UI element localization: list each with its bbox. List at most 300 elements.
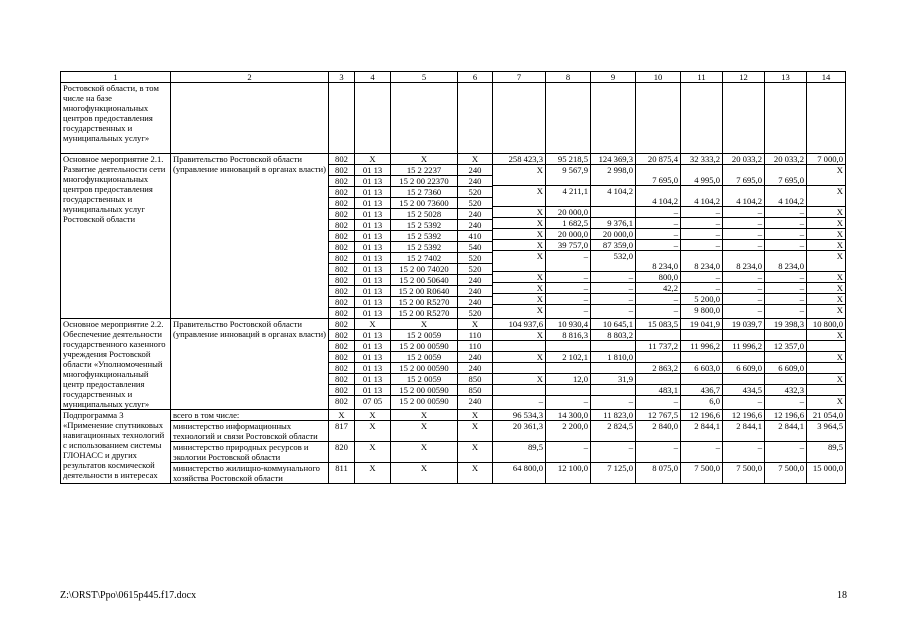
table-cell: 20 000,0: [546, 228, 590, 239]
header-row: [61, 72, 846, 83]
subprogram-value: X: [329, 410, 355, 421]
table-cell: –: [723, 304, 764, 315]
table-cell: 11 996,2: [723, 340, 764, 351]
table-cell: X: [471, 154, 479, 164]
table-cell: 39 757,0: [546, 239, 590, 250]
subprogram-value: X: [391, 421, 458, 442]
table-cell: –: [765, 217, 806, 228]
table-cell: –: [723, 206, 764, 217]
value-column-13: [765, 154, 807, 319]
table-cell: 15 2 00 00590: [391, 384, 457, 395]
table-cell: 110: [458, 340, 492, 351]
table-cell: X: [807, 351, 845, 362]
subprogram-value: X: [355, 463, 391, 484]
budget-table: [60, 71, 846, 484]
subprogram-executor: министерство информационных технологий и связи Ростовской области: [171, 421, 329, 442]
empty-cell: [681, 83, 723, 154]
table-cell: [723, 373, 764, 384]
table-cell: 01 13: [355, 164, 390, 175]
table-cell: [636, 329, 680, 340]
value-column-12: [723, 154, 765, 319]
table-cell: 01 13: [355, 274, 390, 285]
subprogram-value: 817: [329, 421, 355, 442]
subprogram-value: 7 500,0: [723, 463, 765, 484]
table-cell: 01 13: [355, 329, 390, 340]
table-cell: 15 2 5028: [391, 208, 457, 219]
subprogram-value: 2 824,5: [591, 421, 636, 442]
subprogram-value: 89,5: [493, 442, 546, 463]
table-cell: [546, 250, 590, 271]
value-column-4: [355, 319, 391, 410]
column-number-3: 3: [329, 72, 355, 83]
table-cell: 240: [458, 175, 492, 186]
table-cell: X: [807, 206, 845, 217]
table-cell: 15 2 00 00590: [391, 362, 457, 373]
subprogram-value: X: [458, 421, 493, 442]
table-cell: 12 357,0: [765, 340, 806, 351]
table-cell: 850: [458, 373, 492, 384]
table-cell: –: [546, 293, 590, 304]
table-cell: [807, 250, 845, 271]
table-cell: 15 083,5: [647, 319, 678, 329]
column-number-4: 4: [355, 72, 391, 83]
table-cell: X: [807, 282, 845, 293]
table-cell: 802: [329, 307, 354, 318]
table-cell: [591, 185, 635, 206]
column-number-10: 10: [636, 72, 681, 83]
block-label: Основное мероприятие 2.1. Развитие деятельности сети многофункциональных центров предоставления государственных и муниципальных услуг Ростовской области: [61, 154, 171, 319]
cell-value: 4 104,2: [736, 196, 762, 206]
subprogram-value: X: [458, 442, 493, 463]
table-cell: X: [493, 206, 545, 217]
table-cell: 802: [329, 219, 354, 230]
column-number-1: 1: [61, 72, 171, 83]
table-cell: –: [765, 293, 806, 304]
subprogram-value: 12 100,0: [546, 463, 591, 484]
table-cell: 802: [329, 186, 354, 197]
table-cell: 802: [329, 175, 354, 186]
table-cell: 802: [329, 274, 354, 285]
subprogram-value: –: [723, 442, 765, 463]
table-cell: [765, 351, 806, 362]
table-cell: 01 13: [355, 252, 390, 263]
table-cell: –: [723, 228, 764, 239]
cell-value: 4 211,1: [562, 186, 588, 196]
subprogram-value: 14 300,0: [546, 410, 591, 421]
cell-value: 8 234,0: [736, 261, 762, 271]
subprogram-row: [61, 442, 846, 463]
table-cell: 15 2 00 R5270: [391, 307, 457, 318]
cell-value: X: [536, 165, 543, 175]
table-cell: –: [765, 304, 806, 315]
value-column-3: [329, 319, 355, 410]
cell-value: 7 695,0: [778, 175, 804, 185]
table-cell: X: [807, 239, 845, 250]
table-cell: 802: [329, 241, 354, 252]
table-cell: –: [681, 228, 722, 239]
table-cell: –: [591, 282, 635, 293]
table-cell: –: [546, 395, 590, 406]
subprogram-value: 811: [329, 463, 355, 484]
table-cell: 01 13: [355, 219, 390, 230]
table-cell: [723, 164, 764, 185]
table-cell: [493, 384, 545, 395]
table-cell: [636, 351, 680, 362]
table-cell: –: [546, 271, 590, 282]
table-cell: –: [765, 282, 806, 293]
table-cell: 540: [458, 241, 492, 252]
table-cell: 802: [335, 154, 348, 164]
cell-value: 532,0: [613, 251, 633, 261]
table-cell: [681, 373, 722, 384]
table-cell: –: [723, 239, 764, 250]
cell-value: 2 998,0: [607, 165, 633, 175]
cell-value: 8 234,0: [694, 261, 720, 271]
table-cell: 240: [458, 285, 492, 296]
empty-cell: [723, 83, 765, 154]
cell-value: 4 104,2: [694, 196, 720, 206]
table-cell: [591, 340, 635, 351]
block-executor: Правительство Ростовской области (управление инноваций в органах власти): [171, 154, 329, 319]
table-cell: –: [681, 206, 722, 217]
table-cell: 802: [329, 285, 354, 296]
table-cell: 802: [329, 351, 354, 362]
table-cell: 11 737,2: [636, 340, 680, 351]
table-cell: [681, 185, 722, 206]
table-cell: [681, 351, 722, 362]
subprogram-value: X: [355, 442, 391, 463]
table-cell: X: [807, 329, 845, 340]
subprogram-value: 20 361,3: [493, 421, 546, 442]
table-cell: 434,5: [723, 384, 764, 395]
table-cell: X: [807, 293, 845, 304]
value-column-7: [493, 319, 546, 410]
table-cell: X: [493, 271, 545, 282]
table-cell: 520: [458, 263, 492, 274]
table-cell: 104 937,6: [508, 319, 543, 329]
table-cell: 15 2 0059: [391, 329, 457, 340]
table-cell: 802: [329, 373, 354, 384]
table-cell: [723, 329, 764, 340]
table-cell: 12,0: [546, 373, 590, 384]
table-cell: 15 2 00 R0640: [391, 285, 457, 296]
footer-file-path: Z:\ORST\Ppo\0615p445.f17.docx: [60, 590, 197, 601]
table-cell: 240: [458, 351, 492, 362]
table-cell: 802: [329, 230, 354, 241]
table-cell: 802: [329, 164, 354, 175]
table-cell: 8 803,2: [591, 329, 635, 340]
value-column-9: [591, 154, 636, 319]
value-column-10: [636, 319, 681, 410]
table-cell: 07 05: [355, 395, 390, 406]
table-cell: [807, 164, 845, 185]
table-cell: 10 645,1: [602, 319, 633, 329]
footer-page-number: 18: [837, 590, 847, 601]
table-cell: 15 2 7360: [391, 186, 457, 197]
table-cell: X: [807, 217, 845, 228]
table-cell: 802: [329, 208, 354, 219]
table-cell: [546, 185, 590, 206]
table-cell: –: [723, 395, 764, 406]
table-cell: 15 2 00 22370: [391, 175, 457, 186]
subprogram-value: 12 196,6: [723, 410, 765, 421]
table-cell: 15 2 2237: [391, 164, 457, 175]
table-cell: [493, 164, 545, 185]
value-column-3: [329, 154, 355, 319]
table-cell: [723, 185, 764, 206]
cell-value: 9 567,9: [562, 165, 588, 175]
subprogram-executor: министерство природных ресурсов и экологии Ростовской области: [171, 442, 329, 463]
column-number-8: 8: [546, 72, 591, 83]
cell-value: X: [536, 251, 543, 261]
table-cell: 31,9: [591, 373, 635, 384]
table-cell: 9 800,0: [681, 304, 722, 315]
subprogram-value: 11 823,0: [591, 410, 636, 421]
table-cell: [591, 250, 635, 271]
column-number-14: 14: [807, 72, 846, 83]
table-cell: 19 039,7: [731, 319, 762, 329]
table-cell: [546, 340, 590, 351]
subprogram-value: 89,5: [807, 442, 846, 463]
table-cell: 802: [329, 384, 354, 395]
table-cell: 01 13: [355, 230, 390, 241]
table-cell: –: [765, 239, 806, 250]
subprogram-value: 12 196,6: [681, 410, 723, 421]
table-cell: X: [493, 239, 545, 250]
value-column-6: [458, 319, 493, 410]
value-column-4: [355, 154, 391, 319]
value-column-5: [391, 154, 458, 319]
table-cell: 15 2 0059: [391, 351, 457, 362]
table-cell: X: [807, 304, 845, 315]
table-cell: 2 863,2: [636, 362, 680, 373]
value-column-6: [458, 154, 493, 319]
column-number-12: 12: [723, 72, 765, 83]
table-cell: X: [471, 319, 479, 329]
table-cell: 15 2 0059: [391, 373, 457, 384]
table-cell: 32 333,2: [689, 154, 720, 164]
subprogram-value: 21 054,0: [807, 410, 846, 421]
subprogram-executor: всего в том числе:: [171, 410, 329, 421]
table-cell: [591, 384, 635, 395]
table-cell: –: [546, 304, 590, 315]
table-cell: [636, 250, 680, 271]
table-cell: X: [493, 304, 545, 315]
table-cell: –: [765, 395, 806, 406]
subprogram-value: 64 800,0: [493, 463, 546, 484]
table-cell: 01 13: [355, 263, 390, 274]
subprogram-value: 7 500,0: [681, 463, 723, 484]
subprogram-row: [61, 463, 846, 484]
table-cell: X: [807, 395, 845, 406]
subprogram-value: X: [458, 410, 493, 421]
table-cell: 15 2 00 50640: [391, 274, 457, 285]
table-cell: –: [591, 304, 635, 315]
subprogram-row: [61, 410, 846, 421]
value-column-13: [765, 319, 807, 410]
subprogram-value: –: [681, 442, 723, 463]
empty-cell: [171, 83, 329, 154]
value-column-14: [807, 154, 846, 319]
table-cell: 802: [329, 395, 354, 406]
table-cell: 850: [458, 384, 492, 395]
table-cell: –: [681, 217, 722, 228]
subprogram-value: 2 844,1: [681, 421, 723, 442]
table-cell: 87 359,0: [591, 239, 635, 250]
table-cell: 9 376,1: [591, 217, 635, 228]
table-cell: 240: [458, 208, 492, 219]
subprogram-value: 15 000,0: [807, 463, 846, 484]
subprogram-label: Подпрограмма 3 «Применение спутниковых навигационных технологий с использованием системы ГЛОНАСС и других результатов космической деятельности в интересах: [61, 410, 171, 484]
table-cell: [546, 164, 590, 185]
table-cell: 42,2: [636, 282, 680, 293]
table-cell: 802: [329, 197, 354, 208]
table-cell: [546, 384, 590, 395]
table-cell: X: [493, 373, 545, 384]
table-cell: [636, 373, 680, 384]
table-cell: [591, 362, 635, 373]
value-column-8: [546, 154, 591, 319]
budget-table-sheet: [60, 71, 845, 484]
table-cell: 15 2 5392: [391, 219, 457, 230]
table-cell: [591, 206, 635, 217]
empty-cell: [458, 83, 493, 154]
table-cell: 520: [458, 186, 492, 197]
table-cell: 15 2 00 R5270: [391, 296, 457, 307]
table-cell: –: [636, 228, 680, 239]
subprogram-value: –: [591, 442, 636, 463]
table-cell: 15 2 00 00590: [391, 395, 457, 406]
table-cell: 432,3: [765, 384, 806, 395]
table-cell: –: [765, 228, 806, 239]
table-cell: –: [636, 304, 680, 315]
subprogram-value: 12 767,5: [636, 410, 681, 421]
table-cell: [723, 351, 764, 362]
table-cell: 15 2 00 73600: [391, 197, 457, 208]
subprogram-value: 2 840,0: [636, 421, 681, 442]
table-cell: 436,7: [681, 384, 722, 395]
table-cell: 10 800,0: [812, 319, 843, 329]
table-cell: 20 875,4: [647, 154, 678, 164]
table-cell: 11 996,2: [681, 340, 722, 351]
value-column-9: [591, 319, 636, 410]
subprogram-value: 2 200,0: [546, 421, 591, 442]
subprogram-value: 2 844,1: [765, 421, 807, 442]
table-cell: 1 682,5: [546, 217, 590, 228]
table-cell: –: [723, 271, 764, 282]
value-column-5: [391, 319, 458, 410]
subprogram-value: X: [391, 463, 458, 484]
table-cell: 15 2 5392: [391, 230, 457, 241]
table-cell: 6 609,0: [723, 362, 764, 373]
table-cell: 01 13: [355, 373, 390, 384]
subprogram-value: 12 196,6: [765, 410, 807, 421]
table-cell: –: [681, 271, 722, 282]
table-cell: [807, 340, 845, 351]
table-cell: –: [591, 293, 635, 304]
table-cell: [765, 185, 806, 206]
table-cell: 01 13: [355, 351, 390, 362]
table-cell: 240: [458, 395, 492, 406]
table-cell: [681, 329, 722, 340]
cell-value: 4 995,0: [694, 175, 720, 185]
table-cell: 15 2 00 00590: [391, 340, 457, 351]
table-cell: 01 13: [355, 197, 390, 208]
table-cell: 802: [329, 362, 354, 373]
column-number-6: 6: [458, 72, 493, 83]
table-cell: 802: [329, 340, 354, 351]
column-number-2: 2: [171, 72, 329, 83]
value-column-14: [807, 319, 846, 410]
cell-value: 8 234,0: [652, 261, 678, 271]
table-cell: –: [493, 395, 545, 406]
block-label: Основное мероприятие 2.2. Обеспечение деятельности государственного казенного учреждения Ростовской области «Уполномоченный многофункциональный центр предоставления государственных и муниципальных услуг»: [61, 319, 171, 410]
subprogram-value: 96 534,3: [493, 410, 546, 421]
table-cell: 6 603,0: [681, 362, 722, 373]
table-cell: [765, 250, 806, 271]
table-cell: 1 810,0: [591, 351, 635, 362]
table-cell: [681, 164, 722, 185]
table-cell: X: [493, 351, 545, 362]
table-cell: 110: [458, 329, 492, 340]
table-cell: 15 2 5392: [391, 241, 457, 252]
table-cell: –: [636, 395, 680, 406]
subprogram-value: X: [391, 410, 458, 421]
table-cell: 15 2 7402: [391, 252, 457, 263]
subprogram-value: X: [355, 410, 391, 421]
table-cell: 01 13: [355, 285, 390, 296]
subprogram-value: –: [546, 442, 591, 463]
table-cell: 6,0: [681, 395, 722, 406]
table-cell: 240: [458, 362, 492, 373]
table-cell: [807, 185, 845, 206]
table-cell: 124 369,3: [598, 154, 633, 164]
table-cell: X: [369, 154, 376, 164]
table-cell: 95 218,5: [557, 154, 588, 164]
table-cell: –: [636, 217, 680, 228]
table-cell: –: [636, 206, 680, 217]
table-cell: –: [765, 206, 806, 217]
cell-value: 7 695,0: [736, 175, 762, 185]
block-executor: Правительство Ростовской области (управление инноваций в органах власти): [171, 319, 329, 410]
cell-value: 4 104,2: [652, 196, 678, 206]
table-cell: 520: [458, 252, 492, 263]
subprogram-value: 7 500,0: [765, 463, 807, 484]
column-number-13: 13: [765, 72, 807, 83]
table-cell: 10 930,4: [557, 319, 588, 329]
subprogram-executor: министерство жилищно-коммунального хозяйства Ростовской области: [171, 463, 329, 484]
subprogram-value: 2 844,1: [723, 421, 765, 442]
empty-cell: [765, 83, 807, 154]
table-cell: 15 2 00 74020: [391, 263, 457, 274]
table-cell: 01 13: [355, 384, 390, 395]
table-cell: 01 13: [355, 362, 390, 373]
empty-cell: [391, 83, 458, 154]
table-cell: [493, 250, 545, 271]
cell-value: X: [536, 186, 543, 196]
cell-value: X: [836, 165, 843, 175]
table-cell: 20 033,2: [731, 154, 762, 164]
table-cell: [591, 164, 635, 185]
table-cell: [765, 373, 806, 384]
subprogram-value: –: [636, 442, 681, 463]
cell-value: 4 104,2: [607, 186, 633, 196]
table-cell: 520: [458, 307, 492, 318]
table-cell: –: [636, 239, 680, 250]
table-cell: 802: [329, 329, 354, 340]
subprogram-value: X: [458, 463, 493, 484]
column-number-9: 9: [591, 72, 636, 83]
